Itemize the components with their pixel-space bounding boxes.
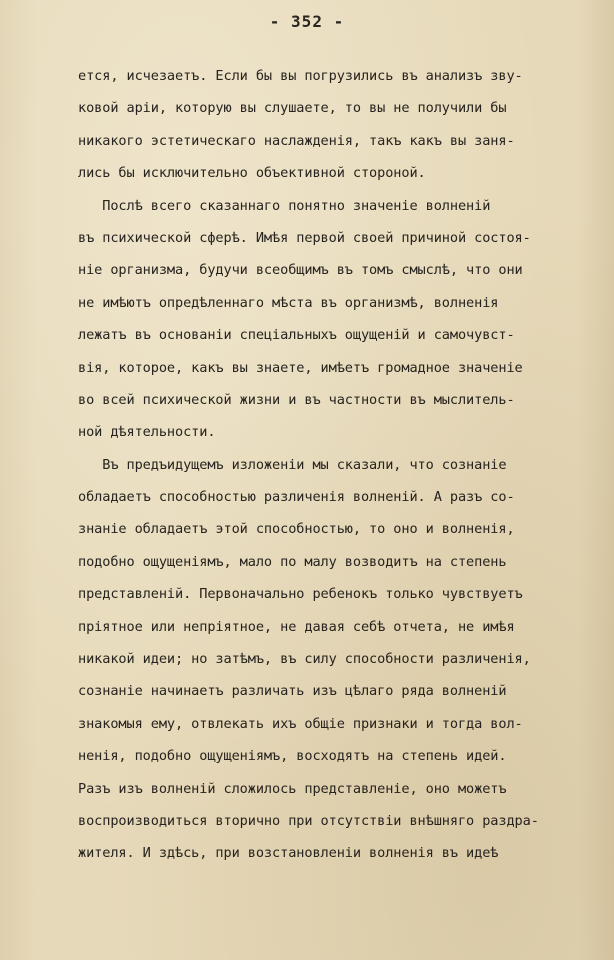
text-line: лись бы исключительно объективной стороной. bbox=[78, 165, 426, 182]
text-line: ковой аріи, которую вы слушаете, то вы не получили бы bbox=[78, 100, 507, 117]
text-line: ется, исчезаетъ. Если бы вы погрузились въ анализъ зву- bbox=[78, 68, 523, 84]
text-line: ненія, подобно ощущеніямъ, восходятъ на степень идей. bbox=[78, 748, 507, 765]
paragraph-3 bbox=[78, 449, 598, 870]
text-line: въ психической сферѣ. Имѣя первой своей причиной состоя- bbox=[78, 229, 531, 246]
paragraph-2 bbox=[78, 190, 598, 449]
text-line: воспроизводиться вторично при отсутствіи внѣшняго раздра- bbox=[78, 812, 539, 829]
page-number: - 352 - bbox=[269, 12, 345, 31]
body-text bbox=[78, 60, 598, 870]
paragraph-1 bbox=[78, 60, 598, 190]
text-line: жителя. И здѣсь, при возстановленіи волненія въ идеѣ bbox=[78, 845, 499, 862]
text-line: никакой идеи; но затѣмъ, въ силу способности различенія, bbox=[78, 651, 531, 668]
text-line: никакого эстетическаго наслажденія, такъ какъ вы заня- bbox=[78, 132, 515, 149]
text-line: пріятное или непріятное, не давая себѣ отчета, не имѣя bbox=[78, 618, 515, 635]
text-line: подобно ощущеніямъ, мало по малу возводитъ на степень bbox=[78, 553, 507, 570]
text-line: ніе организма, будучи всеобщимъ въ томъ смыслѣ, что они bbox=[78, 262, 523, 279]
text-line: ной дѣятельности. bbox=[78, 424, 216, 441]
text-line: во всей психической жизни и въ частности въ мыслитель- bbox=[78, 391, 515, 408]
text-line: Послѣ всего сказаннаго понятно значеніе волненій bbox=[78, 197, 491, 214]
text-line: сознаніе начинаетъ различать изъ цѣлаго ряда волненій bbox=[78, 683, 507, 700]
text-line: не имѣютъ опредѣленнаго мѣста въ организмѣ, волненія bbox=[78, 294, 499, 311]
text-line: знакомыя ему, отвлекать ихъ общіе признаки и тогда вол- bbox=[78, 715, 523, 732]
text-line: обладаетъ способностью различенія волненій. А разъ со- bbox=[78, 489, 515, 506]
text-line: лежатъ въ основаніи спеціальныхъ ощущеній и самочувст- bbox=[78, 327, 515, 344]
text-line: Въ предъидущемъ изложеніи мы сказали, что сознаніе bbox=[78, 456, 507, 473]
text-line: знаніе обладаетъ этой способностью, то оно и волненія, bbox=[78, 521, 515, 538]
text-line: Разъ изъ волненій сложилось представленіе, оно можетъ bbox=[78, 780, 507, 797]
text-line: представленій. Первоначально ребенокъ только чувствуетъ bbox=[78, 586, 523, 603]
text-line: вія, которое, какъ вы знаете, имѣетъ громадное значеніе bbox=[78, 359, 523, 376]
